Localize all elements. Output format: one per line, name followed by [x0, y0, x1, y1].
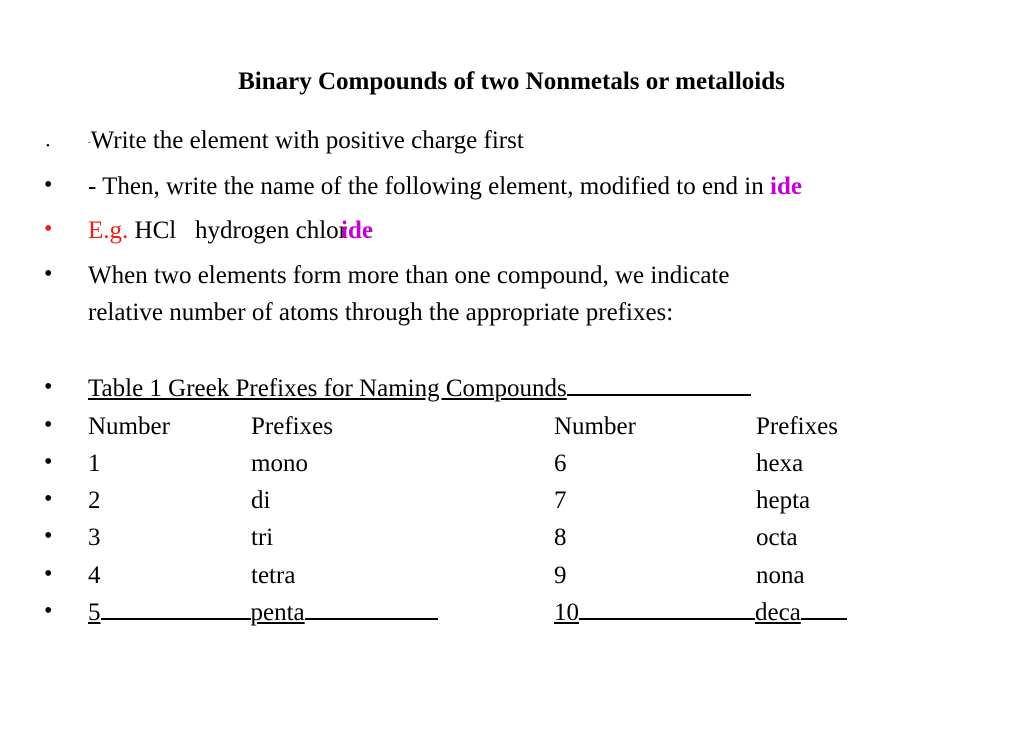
row-4-prefix: tetra	[251, 562, 296, 589]
bullet-4-line-1: When two elements form more than one compound, we indicate	[88, 262, 730, 289]
row-2-number: 2	[88, 487, 101, 514]
example-label: E.g.	[88, 217, 129, 244]
header-prefixes-1: Prefixes	[251, 413, 333, 440]
bullet-1	[88, 126, 524, 157]
row-1-number-2: 6	[554, 450, 567, 477]
header-number-2: Number	[554, 413, 636, 440]
bullet-marker: •	[44, 261, 53, 287]
bullet-2-suffix: ide	[770, 173, 802, 200]
bullet-4-line-2: relative number of atoms through the appropriate prefixes:	[88, 299, 674, 326]
row-3-prefix-2: octa	[756, 524, 798, 551]
example-suffix: ide	[341, 217, 373, 244]
bullet-marker: •	[44, 216, 53, 242]
bullet-marker: •	[46, 140, 50, 152]
header-prefixes-2: Prefixes	[756, 413, 838, 440]
row-3-number-2: 8	[554, 524, 567, 551]
slide-title: Binary Compounds of two Nonmetals or metalloids	[238, 68, 785, 95]
bullet-3	[88, 216, 373, 246]
row-1-number: 1	[88, 450, 101, 477]
table-caption	[88, 374, 751, 404]
bullet-1-text: Write the element with positive charge first	[90, 127, 524, 154]
bullet-marker: •	[44, 523, 53, 549]
row-5-number-2: 10	[554, 599, 579, 626]
row-4-prefix-2: nona	[756, 562, 805, 589]
row-4-number-2: 9	[554, 562, 567, 589]
row-1-prefix: mono	[251, 450, 308, 477]
row-2-prefix: di	[251, 487, 271, 514]
bullet-2-text: - Then, write the name of the following element, modified to end in	[88, 173, 770, 200]
row-4-number: 4	[88, 562, 101, 589]
bullet-marker: •	[44, 172, 53, 198]
row-3-number: 3	[88, 524, 101, 551]
row-5-number: 5	[88, 599, 101, 626]
bullet-marker: •	[44, 412, 53, 438]
bullet-marker: •	[44, 449, 53, 475]
row-5-prefix: penta	[250, 599, 305, 626]
row-5-gap-2	[305, 617, 438, 620]
row-3-prefix: tri	[251, 524, 274, 551]
row-5-prefix-2: deca	[755, 599, 801, 626]
row-1-prefix-2: hexa	[756, 450, 804, 477]
bullet-marker: •	[44, 598, 53, 624]
table-caption-text: Table 1 Greek Prefixes for Naming Compounds	[88, 375, 567, 402]
row-2-number-2: 7	[554, 487, 567, 514]
example-name: hydrogen chlor	[194, 217, 348, 244]
row-2-prefix-2: hepta	[756, 487, 811, 514]
row-5-right	[554, 598, 847, 628]
caption-underline	[567, 393, 751, 396]
row-5-gap-4	[801, 617, 847, 620]
row-5-left	[88, 598, 438, 628]
header-number-1: Number	[88, 413, 170, 440]
bullet-marker: •	[44, 374, 53, 400]
row-5-gap-3	[579, 617, 755, 620]
row-5-gap	[101, 617, 251, 620]
bullet-marker: •	[44, 486, 53, 512]
bullet-1-dash: -	[88, 137, 91, 147]
bullet-2	[88, 172, 802, 202]
bullet-marker: •	[44, 561, 53, 587]
example-formula: HCl	[134, 217, 177, 244]
